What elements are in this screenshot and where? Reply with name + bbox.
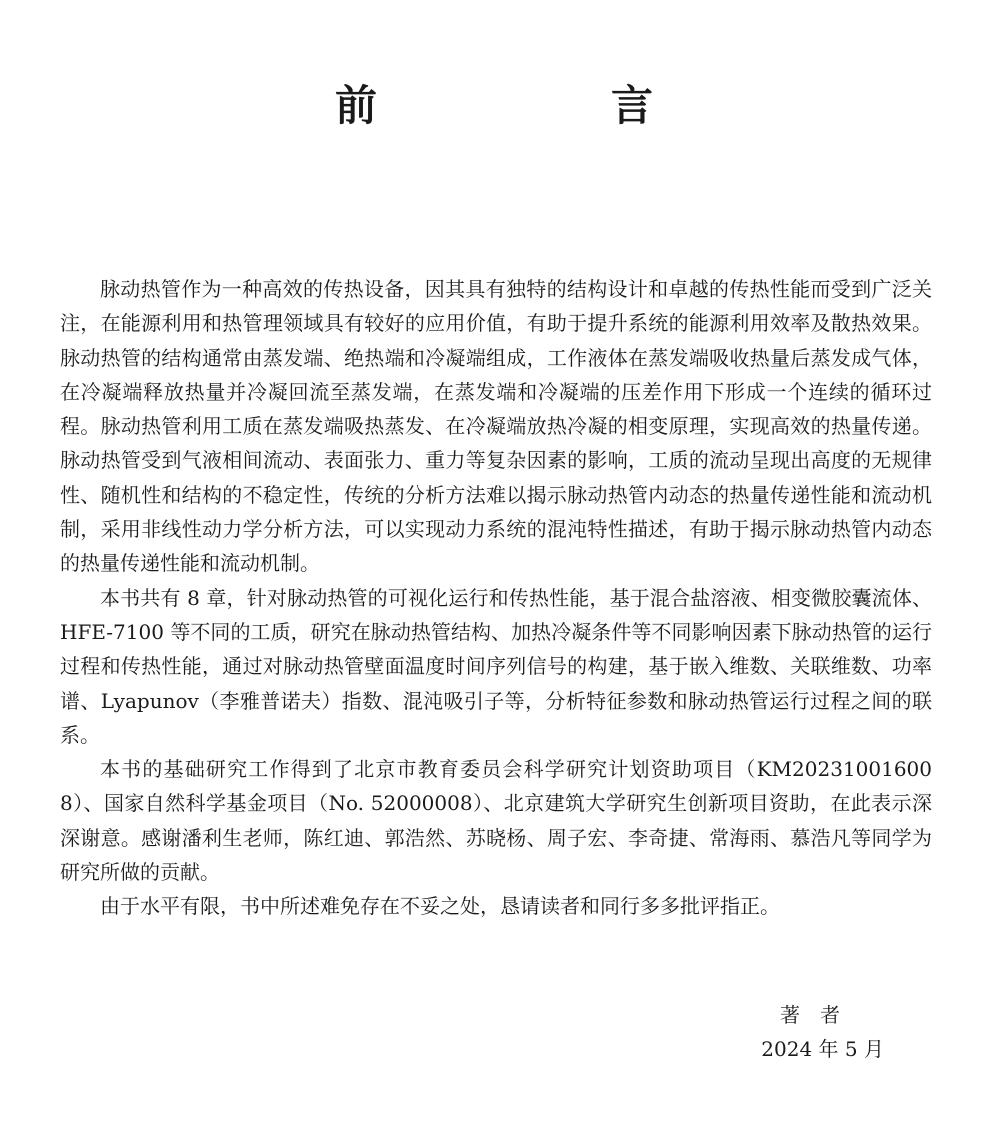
preface-body: [60, 272, 932, 924]
paragraph-2: 本书共有 8 章，针对脉动热管的可视化运行和传热性能，基于混合盐溶液、相变微胶囊流体、HFE-7100 等不同的工质，研究在脉动热管结构、加热冷凝条件等不同影响因素下脉动热管的运行过程和传热性能，通过对脉动热管壁面温度时间序列信号的构建，基于嵌入维数、关联维数、功率谱、Lyapunov（李雅普诺夫）指数、混沌吸引子等，分析特征参数和脉动热管运行过程之间的联系。: [60, 585, 932, 747]
paragraph-1: 脉动热管作为一种高效的传热设备，因其具有独特的结构设计和卓越的传热性能而受到广泛关注，在能源利用和热管理领域具有较好的应用价值，有助于提升系统的能源利用效率及散热效果。脉动热管的结构通常由蒸发端、绝热端和冷凝端组成，工作液体在蒸发端吸收热量后蒸发成气体，在冷凝端释放热量并冷凝回流至蒸发端，在蒸发端和冷凝端的压差作用下形成一个连续的循环过程。脉动热管利用工质在蒸发端吸热蒸发、在冷凝端放热冷凝的相变原理，实现高效的热量传递。脉动热管受到气液相间流动、表面张力、重力等复杂因素的影响，工质的流动呈现出高度的无规律性、随机性和结构的不稳定性，传统的分析方法难以揭示脉动热管内动态的热量传递性能和流动机制，采用非线性动力学分析方法，可以实现动力系统的混沌特性描述，有助于揭示脉动热管内动态的热量传递性能和流动机制。: [60, 277, 932, 576]
signature-author: 著者: [780, 1003, 860, 1027]
signature-date: 2024 年 5 月: [761, 1037, 884, 1061]
paragraph-3: 本书的基础研究工作得到了北京市教育委员会科学研究计划资助项目（KM202310016008）、国家自然科学基金项目（No. 52000008）、北京建筑大学研究生创新项目资助，在此表示深深谢意。感谢潘利生老师，陈红迪、郭浩然、苏晓杨、周子宏、李奇捷、常海雨、慕浩凡等同学为研究所做的贡献。: [60, 757, 932, 885]
page-title: 前 言: [334, 81, 749, 130]
paragraph-4: 由于水平有限，书中所述难免存在不妥之处，恳请读者和同行多多批评指正。: [100, 894, 780, 919]
